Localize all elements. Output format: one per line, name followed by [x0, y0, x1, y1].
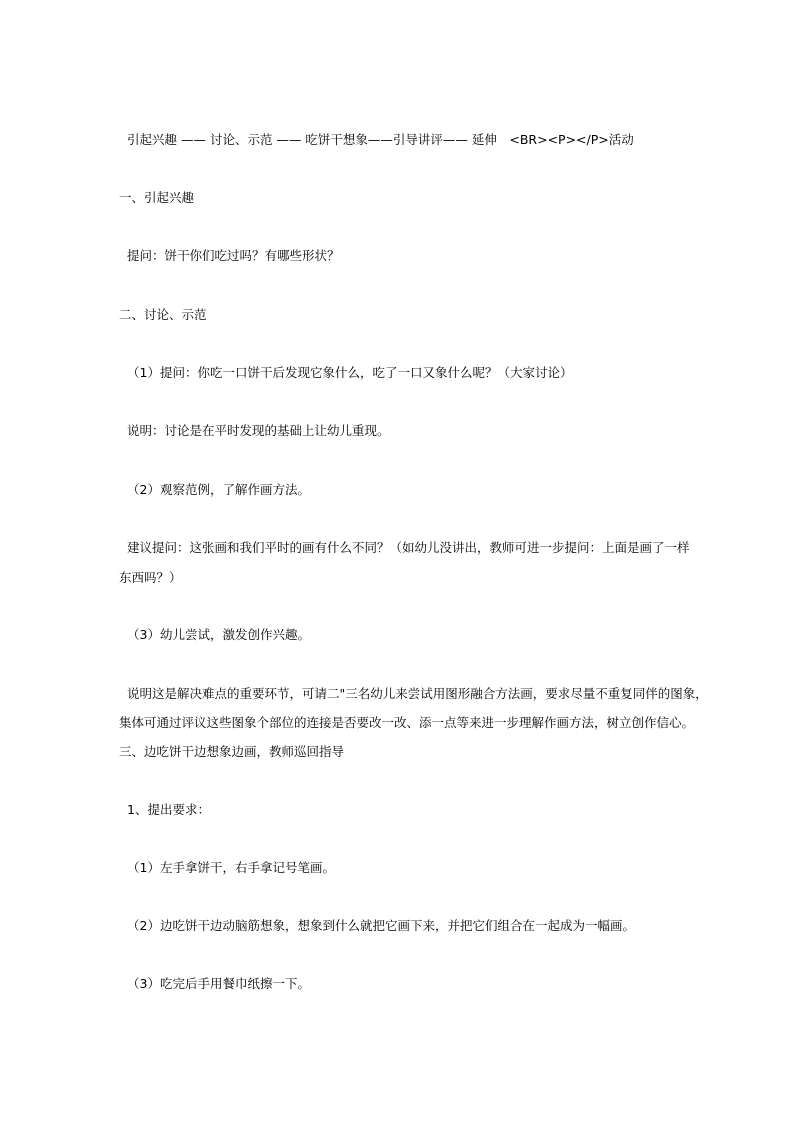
section-2-suggestion-line-1: 建议提问：这张画和我们平时的画有什么不同？（如幼儿没讲出，教师可进一步提问：上面是画了一样: [127, 540, 690, 555]
section-2-explanation-line-1: 说明这是解决难点的重要环节，可请二"三名幼儿来尝试用图形融合方法画，要求尽量不重复同伴的图象，: [127, 686, 708, 701]
section-2-suggestion-line-2: 东西吗？）: [119, 570, 182, 585]
activity-flow: 引起兴趣 —— 讨论、示范 —— 吃饼干想象——引导讲评—— 延伸 <BR><P></P>活动: [127, 132, 634, 147]
section-2-heading: 二、讨论、示范: [119, 307, 207, 322]
section-2-step-3: （3）幼儿尝试，激发创作兴趣。: [127, 627, 310, 642]
section-3-heading: 三、边吃饼干边想象边画，教师巡回指导: [119, 744, 345, 759]
section-3-requirements-label: 1、提出要求：: [127, 802, 210, 817]
section-2-step-1: （1）提问：你吃一口饼干后发现它象什么，吃了一口又象什么呢？（大家讨论）: [127, 365, 573, 380]
section-3-requirement-2: （2）边吃饼干边动脑筋想象，想象到什么就把它画下来，并把它们组合在一起成为一幅画。: [127, 918, 635, 933]
section-1-heading: 一、引起兴趣: [119, 190, 195, 205]
section-3-requirement-3: （3）吃完后手用餐巾纸擦一下。: [127, 976, 310, 991]
section-2-note: 说明：讨论是在平时发现的基础上让幼儿重现。: [127, 423, 390, 438]
section-2-explanation-line-2: 集体可通过评议这些图象个部位的连接是否要改一改、添一点等来进一步理解作画方法，树立创作信心。: [119, 715, 695, 730]
section-1-question: 提问：饼干你们吃过吗？有哪些形状？: [127, 248, 340, 263]
section-2-step-2: （2）观察范例，了解作画方法。: [127, 482, 310, 497]
section-3-requirement-1: （1）左手拿饼干，右手拿记号笔画。: [127, 860, 335, 875]
